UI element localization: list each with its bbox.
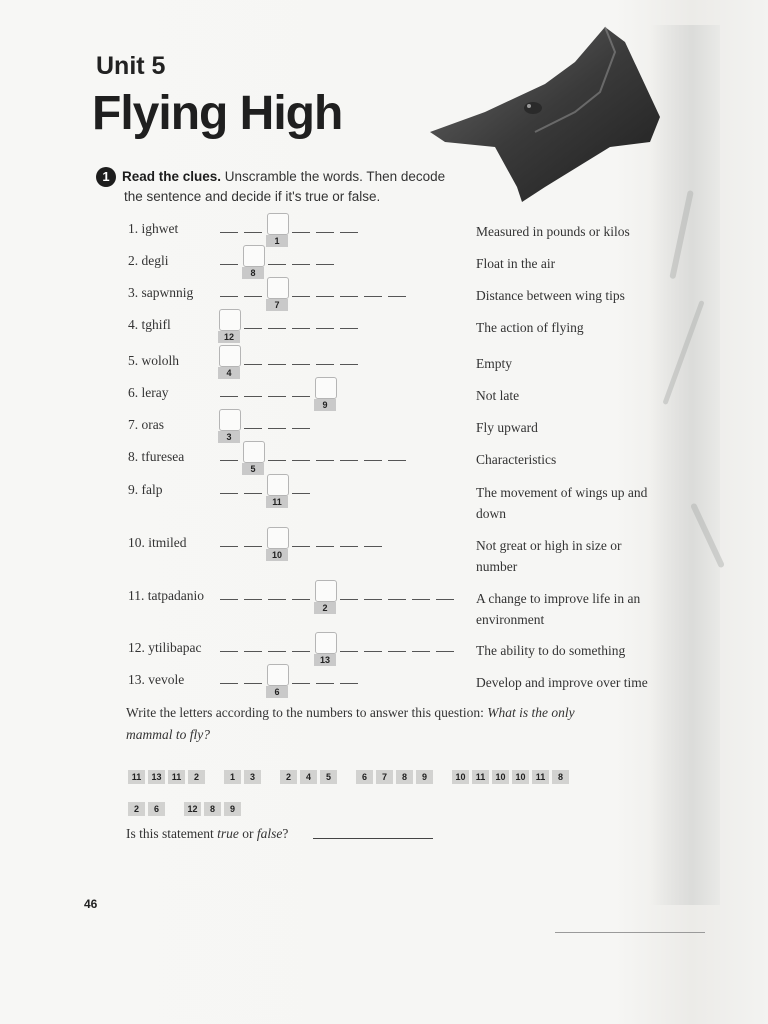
letter-blank[interactable] [436,651,454,652]
clue-row [0,588,768,628]
scrambled-word: 5. wololh [128,353,180,368]
code-number-chip[interactable]: 10 [452,770,469,784]
code-number-chip[interactable]: 3 [244,770,261,784]
key-letter-box[interactable] [267,213,289,235]
page-title: Flying High [92,87,343,140]
letter-blank[interactable] [220,264,238,265]
decode-question [126,702,626,746]
letter-blank[interactable] [268,460,286,461]
letter-blank[interactable] [364,460,382,461]
letter-blank[interactable] [340,460,358,461]
clue-definition: Not great or high in size or number [476,538,622,574]
activity-number-badge: 1 [96,167,116,187]
tf-prefix: Is this statement [126,826,218,841]
code-number-chip[interactable]: 4 [300,770,317,784]
key-letter-box[interactable] [219,345,241,367]
key-letter-box[interactable] [219,309,241,331]
clue-definition: Not late [476,388,520,403]
scrambled-word: 6. leray [128,385,169,400]
letter-blank[interactable] [268,328,286,329]
key-letter-box[interactable] [267,474,289,496]
letter-blank[interactable] [292,232,310,233]
letter-blank[interactable] [244,396,262,397]
letter-blank[interactable] [388,296,406,297]
tf-or: or [238,826,257,841]
letter-blank[interactable] [316,546,334,547]
code-number-chip[interactable]: 8 [396,770,413,784]
code-number-chip[interactable]: 1 [224,770,241,784]
letter-blank[interactable] [220,651,238,652]
question-italic-1: What is the only [487,705,575,720]
letter-blank[interactable] [292,460,310,461]
letter-blank[interactable] [436,599,454,600]
letter-blank[interactable] [316,364,334,365]
scrambled-word: 4. tghifl [128,317,171,332]
letter-blank[interactable] [340,683,358,684]
letter-blank[interactable] [244,428,262,429]
clue-definition: Measured in pounds or kilos [476,224,630,239]
code-number-chip[interactable]: 13 [148,770,165,784]
letter-blank[interactable] [364,546,382,547]
code-number-chip[interactable]: 12 [184,802,201,816]
key-letter-box[interactable] [219,409,241,431]
instruction-bold: Read the clues. [122,169,222,184]
letter-blank[interactable] [412,651,430,652]
instruction-line2: the sentence and decide if it's true or false. [124,189,381,204]
clue-definition: Float in the air [476,256,556,271]
code-number-chip[interactable]: 11 [472,770,489,784]
code-number-chip[interactable]: 11 [532,770,549,784]
letter-blank[interactable] [292,364,310,365]
letter-blank[interactable] [220,683,238,684]
letter-blank[interactable] [244,683,262,684]
key-letter-box[interactable] [315,632,337,654]
scrambled-word: 9. falp [128,482,163,497]
letter-blank[interactable] [244,232,262,233]
letter-blank[interactable] [268,651,286,652]
letter-blank[interactable] [292,599,310,600]
code-number-chip[interactable]: 7 [376,770,393,784]
code-number-chip[interactable]: 10 [492,770,509,784]
letter-blank[interactable] [292,396,310,397]
letter-blank[interactable] [220,493,238,494]
tf-true: true [217,826,239,841]
letter-blank[interactable] [220,546,238,547]
key-number-label: 12 [218,331,240,343]
letter-blank[interactable] [292,683,310,684]
letter-blank[interactable] [316,296,334,297]
question-text: Write the letters according to the numbers to answer this question: [126,705,488,720]
scrambled-word: 10. itmiled [128,535,187,550]
code-number-chip[interactable]: 8 [552,770,569,784]
letter-blank[interactable] [292,651,310,652]
clue-row [0,482,768,522]
letter-blank[interactable] [244,546,262,547]
letter-blank[interactable] [268,264,286,265]
key-letter-box[interactable] [267,527,289,549]
code-number-chip[interactable]: 2 [128,802,145,816]
letter-blank[interactable] [244,599,262,600]
letter-blank[interactable] [244,651,262,652]
instruction-line1: Unscramble the words. Then decode [221,169,446,184]
code-number-chip[interactable]: 2 [188,770,205,784]
key-letter-box[interactable] [243,245,265,267]
question-italic-2: mammal to fly? [126,727,210,742]
letter-blank[interactable] [364,599,382,600]
clue-definition: Characteristics [476,452,557,467]
page-number: 46 [84,897,98,911]
scrambled-word: 3. sapwnnig [128,285,194,300]
letter-blank[interactable] [316,683,334,684]
clue-definition: The movement of wings up and down [476,485,648,521]
letter-blank[interactable] [340,546,358,547]
code-number-chip[interactable]: 11 [168,770,185,784]
key-number-label: 8 [242,267,264,279]
letter-blank[interactable] [244,364,262,365]
letter-blank[interactable] [292,296,310,297]
clue-definition: Develop and improve over time [476,675,648,690]
key-number-label: 1 [266,235,288,247]
letter-blank[interactable] [268,396,286,397]
letter-blank[interactable] [340,296,358,297]
code-number-chip[interactable]: 6 [356,770,373,784]
letter-blank[interactable] [244,296,262,297]
code-number-chip[interactable]: 5 [320,770,337,784]
letter-blank[interactable] [244,328,262,329]
code-number-chip[interactable]: 2 [280,770,297,784]
footer-rule [555,932,705,933]
scrambled-word: 12. ytilibapac [128,640,202,655]
key-letter-box[interactable] [267,664,289,686]
letter-blank[interactable] [220,232,238,233]
letter-blank[interactable] [340,232,358,233]
letter-blank[interactable] [244,493,262,494]
key-letter-box[interactable] [267,277,289,299]
code-number-chip[interactable]: 8 [204,802,221,816]
key-number-label: 4 [218,367,240,379]
clue-definition: Fly upward [476,420,538,435]
code-number-chip[interactable]: 6 [148,802,165,816]
letter-blank[interactable] [268,599,286,600]
key-letter-box[interactable] [315,580,337,602]
letter-blank[interactable] [316,264,334,265]
tf-suffix: ? [282,826,289,841]
code-number-chip[interactable]: 9 [224,802,241,816]
letter-blank[interactable] [316,460,334,461]
clue-definition: Distance between wing tips [476,288,625,303]
scrambled-word: 13. vevole [128,672,185,687]
letter-blank[interactable] [388,599,406,600]
scrambled-word: 1. ighwet [128,221,179,236]
letter-blank[interactable] [268,428,286,429]
letter-blank[interactable] [220,396,238,397]
letter-blank[interactable] [220,296,238,297]
letter-blank[interactable] [292,428,310,429]
letter-blank[interactable] [292,328,310,329]
code-number-chip[interactable]: 9 [416,770,433,784]
letter-blank[interactable] [340,651,358,652]
key-letter-box[interactable] [243,441,265,463]
letter-blank[interactable] [292,264,310,265]
activity-instructions [96,167,456,207]
letter-blank[interactable] [268,364,286,365]
clue-definition: Empty [476,356,512,371]
key-letter-box[interactable] [315,377,337,399]
letter-blank[interactable] [412,599,430,600]
key-number-label: 7 [266,299,288,311]
letter-blank[interactable] [316,232,334,233]
unit-label: Unit 5 [96,52,166,80]
key-number-label: 13 [314,654,336,666]
letter-blank[interactable] [220,460,238,461]
letter-blank[interactable] [220,599,238,600]
true-false-prompt [126,826,288,842]
key-number-label: 9 [314,399,336,411]
key-number-label: 5 [242,463,264,475]
key-number-label: 3 [218,431,240,443]
true-false-answer-line[interactable] [313,838,433,839]
scrambled-word: 2. degli [128,253,169,268]
clue-definition: The ability to do something [476,643,626,658]
letter-blank[interactable] [340,599,358,600]
clue-definition: The action of flying [476,320,584,335]
clue-row [0,317,768,357]
letter-blank[interactable] [292,493,310,494]
letter-blank[interactable] [316,328,334,329]
key-number-label: 11 [266,496,288,508]
letter-blank[interactable] [340,364,358,365]
scrambled-word: 7. oras [128,417,164,432]
letter-blank[interactable] [292,546,310,547]
letter-blank[interactable] [388,651,406,652]
tf-false: false [256,826,283,841]
code-number-chip[interactable]: 10 [512,770,529,784]
key-number-label: 6 [266,686,288,698]
code-number-chip[interactable]: 11 [128,770,145,784]
letter-blank[interactable] [364,296,382,297]
scrambled-word: 8. tfuresea [128,449,185,464]
flying-squirrel-image [425,22,665,212]
letter-blank[interactable] [388,460,406,461]
letter-blank[interactable] [364,651,382,652]
key-number-label: 10 [266,549,288,561]
clue-row [0,535,768,575]
scrambled-word: 11. tatpadanio [128,588,204,603]
letter-blank[interactable] [340,328,358,329]
clue-definition: A change to improve life in an environment [476,591,641,627]
key-number-label: 2 [314,602,336,614]
